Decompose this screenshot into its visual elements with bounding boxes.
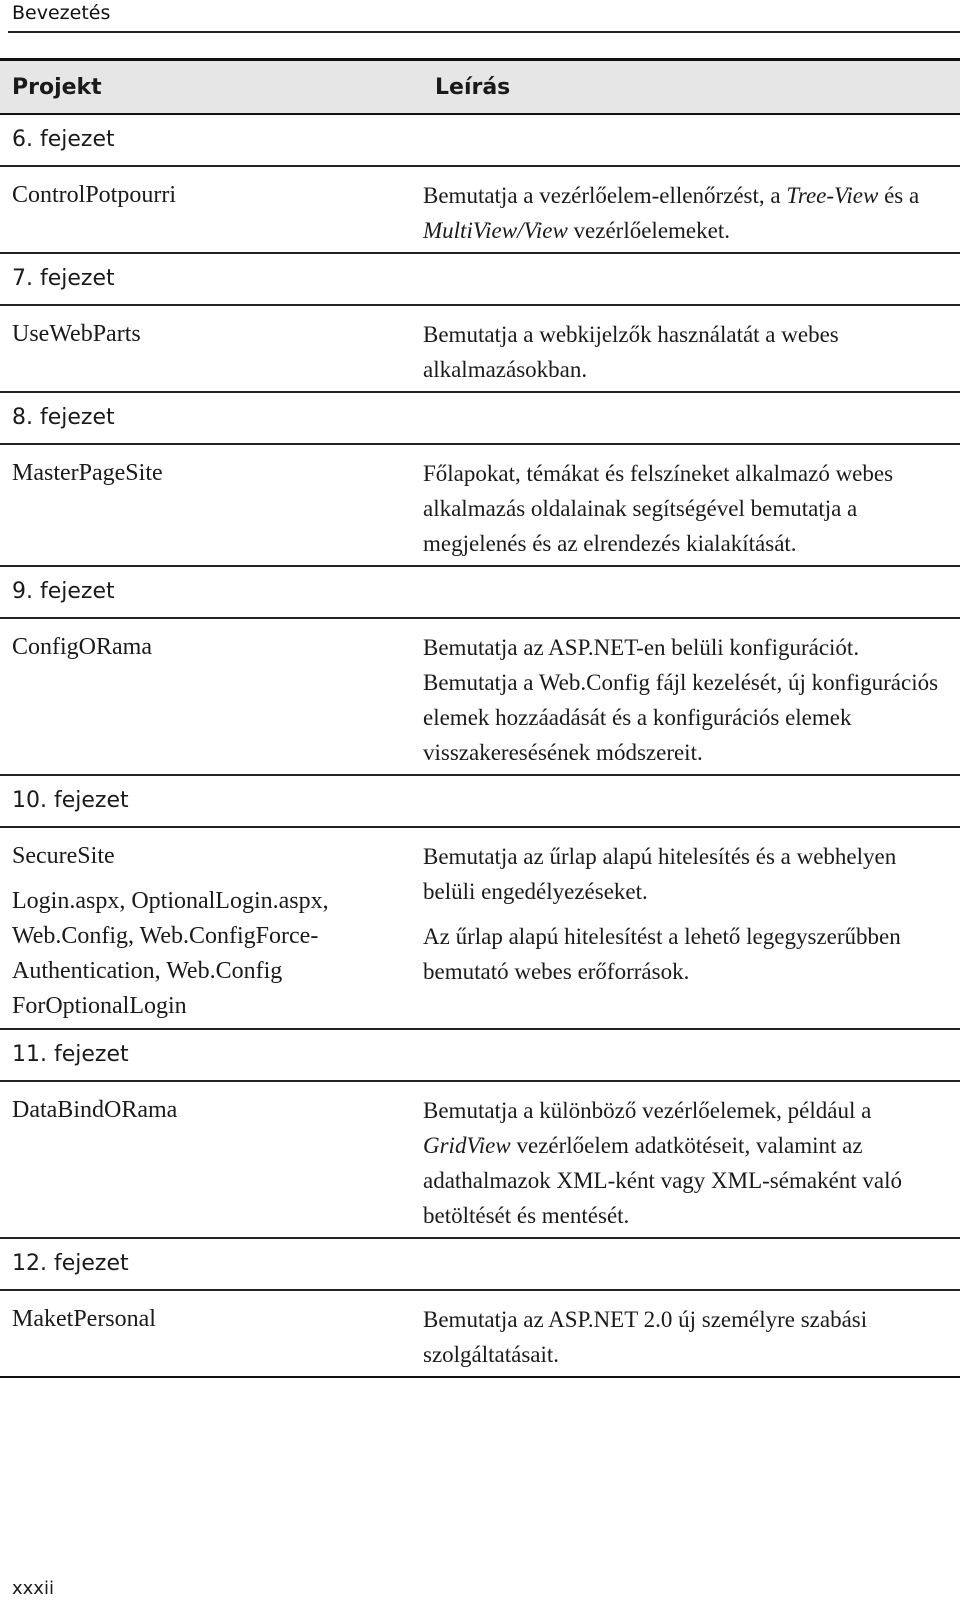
chapter-heading: 7. fejezet (0, 254, 960, 306)
project-name: UseWebParts (12, 321, 141, 347)
project-name: SecureSite (12, 843, 115, 869)
project-description: Bemutatja az ASP.NET-en belüli konfigurációt. Bemutatja a Web.Config fájl kezelését, új konfigurációs elemek hozzáadását és a konfigurációs elemek visszakeresésének módszereit. (423, 635, 939, 765)
col-project-header: Projekt (12, 74, 102, 100)
table-row (0, 1082, 960, 1239)
project-name: DataBindORama (12, 1097, 178, 1123)
project-description: Bemutatja a különböző vezérlőelemek, például a GridView vezérlőelem adatkötéseit, valamint az adathalmazok XML-ként vagy XML-sémaként való betöltését és mentését. (423, 1098, 903, 1228)
project-name-cell (0, 839, 411, 1024)
project-description: Főlapokat, témákat és felszíneket alkalmazó webes alkalmazás oldalainak segítségével bemutatja a megjelenés és az elrendezés kialakítását. (423, 461, 894, 556)
table-row (0, 306, 960, 393)
chapter-heading: 12. fejezet (0, 1239, 960, 1291)
chapter-heading: 10. fejezet (0, 776, 960, 828)
table-row (0, 167, 960, 254)
project-description: Az űrlap alapú hitelesítést a lehető legegyszerűbben bemutató webes erőforrások. (423, 924, 901, 984)
chapter-heading: 8. fejezet (0, 393, 960, 445)
project-description-cell (411, 839, 943, 1024)
project-table (0, 58, 960, 1378)
project-description: Bemutatja az űrlap alapú hitelesítés és a webhelyen belüli engedélyezéseket. (423, 844, 897, 904)
table-row (0, 828, 960, 1030)
running-head: Bevezetés (12, 2, 111, 24)
chapter-heading: 9. fejezet (0, 567, 960, 619)
project-name: MasterPageSite (12, 460, 163, 486)
project-description: Bemutatja a vezérlőelem-ellenőrzést, a Tree-View és a MultiView/View vezérlőelemeket. (423, 183, 920, 243)
project-name: Login.aspx, OptionalLogin.aspx, Web.Config, Web.ConfigForce-Authentication, Web.Config ForOptionalLogin (12, 888, 329, 1019)
project-description: Bemutatja a webkijelzők használatát a webes alkalmazásokban. (423, 322, 839, 382)
project-name: MaketPersonal (12, 1306, 156, 1332)
table-row (0, 445, 960, 567)
col-description-header: Leírás (435, 74, 511, 100)
header-rule (8, 31, 960, 33)
table-row (0, 1291, 960, 1378)
chapter-heading: 11. fejezet (0, 1030, 960, 1082)
chapter-heading: 6. fejezet (0, 115, 960, 167)
table-row (0, 619, 960, 776)
page-number: xxxii (12, 1578, 54, 1599)
project-description: Bemutatja az ASP.NET 2.0 új személyre szabási szolgáltatásait. (423, 1307, 868, 1367)
project-name: ConfigORama (12, 634, 152, 660)
table-header (0, 58, 960, 115)
project-name: ControlPotpourri (12, 182, 177, 208)
